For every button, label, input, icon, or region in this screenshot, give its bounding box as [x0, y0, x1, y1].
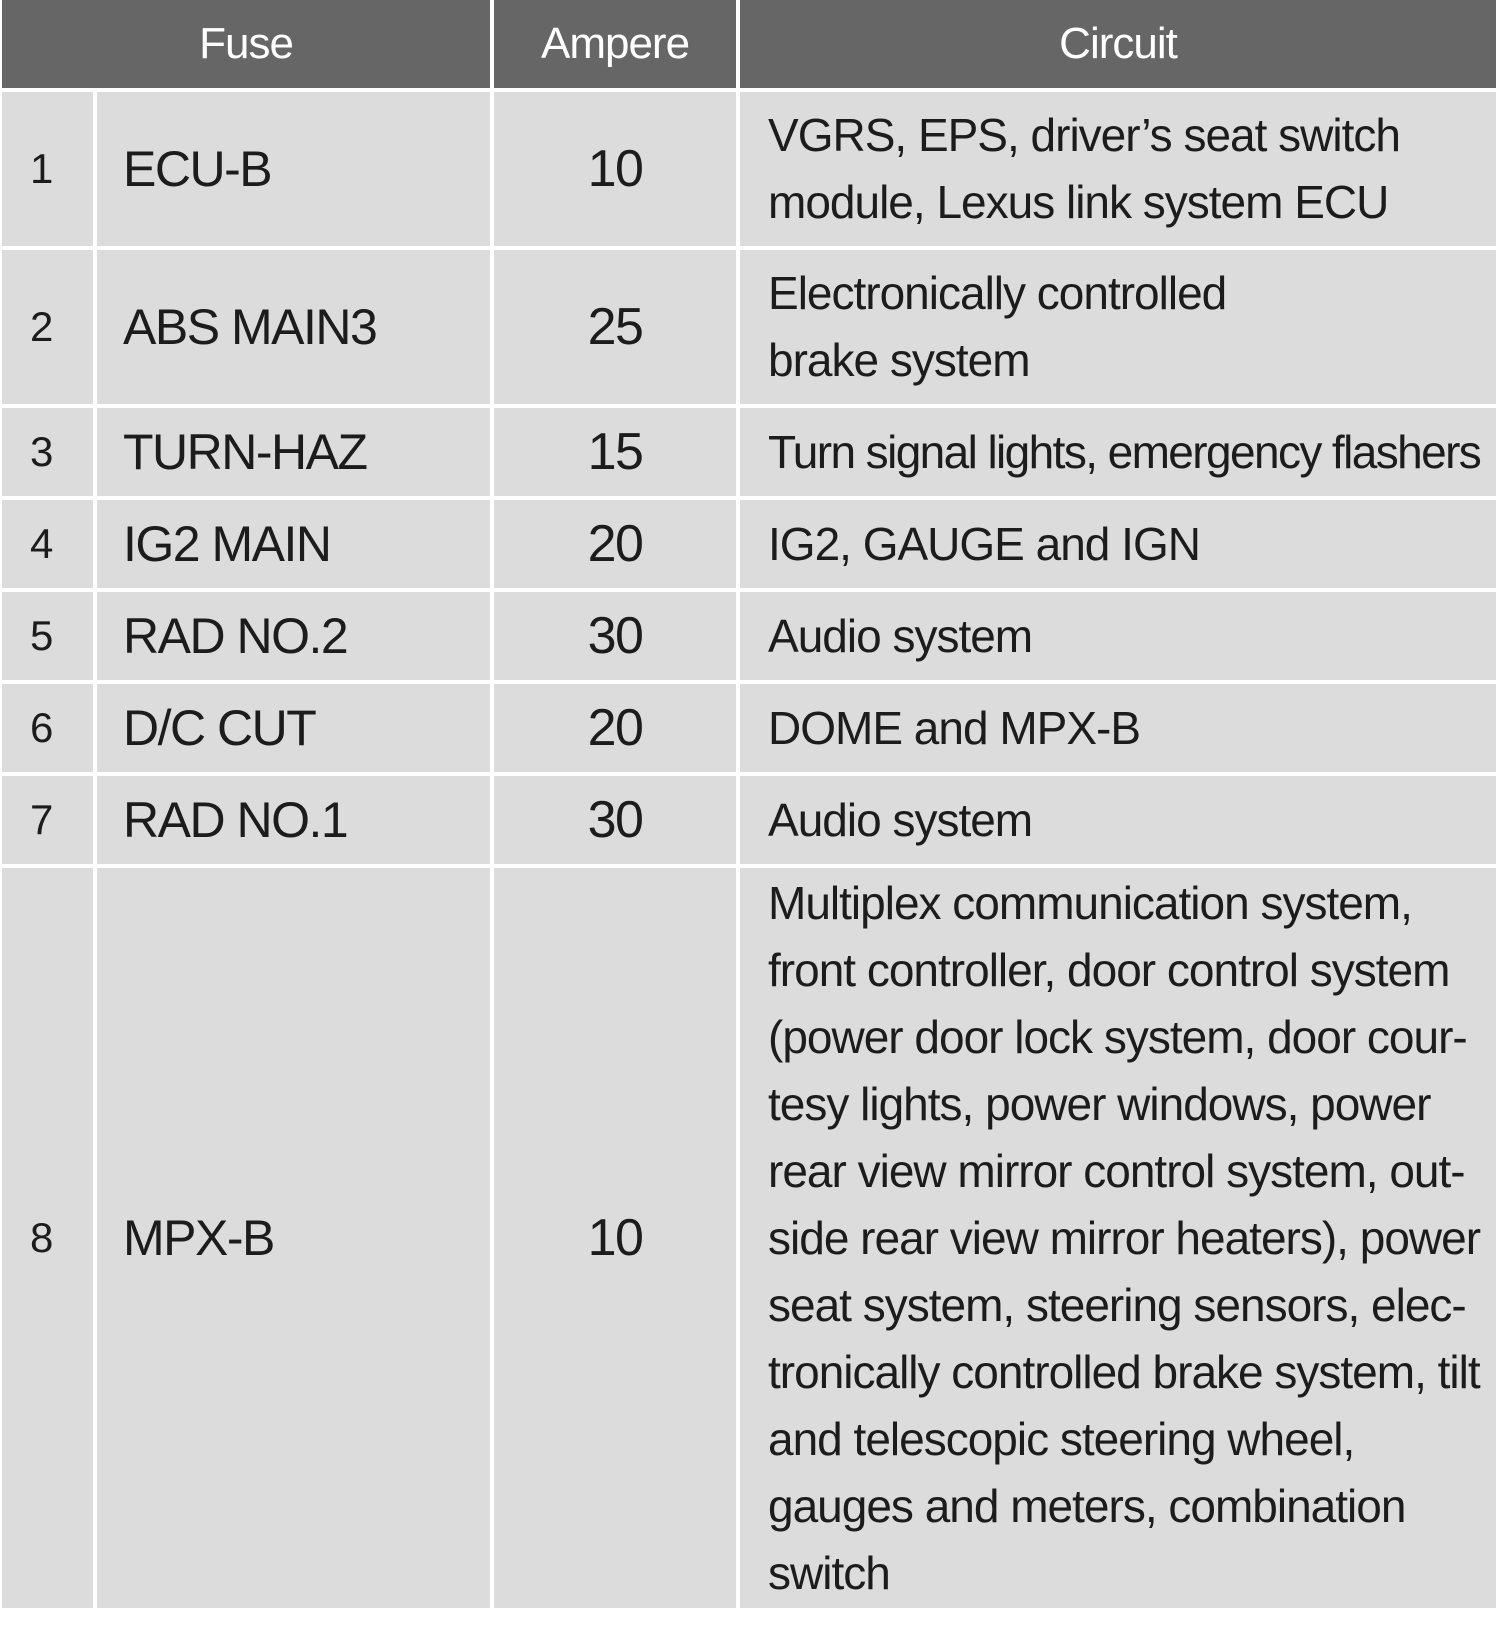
- fuse-ampere: 10: [492, 866, 738, 1610]
- circuit-line: IG2, GAUGE and IGN: [768, 517, 1200, 570]
- header-fuse: Fuse: [2, 0, 492, 90]
- fuse-ampere: 20: [492, 498, 738, 590]
- fuse-number: 4: [2, 498, 95, 590]
- table-row: [2, 682, 1496, 774]
- fuse-ampere: 15: [492, 406, 738, 498]
- fuse-number: 2: [2, 248, 95, 406]
- fuse-name: ECU-B: [95, 90, 492, 248]
- fuse-circuit: [738, 90, 1496, 248]
- fuse-name: RAD NO.1: [95, 774, 492, 866]
- table-row: [2, 590, 1496, 682]
- circuit-line: side rear view mirror heaters), power: [768, 1211, 1481, 1264]
- circuit-line: and telescopic steering wheel,: [768, 1412, 1355, 1465]
- header-circuit: Circuit: [738, 0, 1496, 90]
- fuse-table: [2, 0, 1496, 1612]
- fuse-ampere: 30: [492, 774, 738, 866]
- fuse-name: IG2 MAIN: [95, 498, 492, 590]
- fuse-ampere: 10: [492, 90, 738, 248]
- circuit-line: seat system, steering sensors, elec-: [768, 1278, 1466, 1331]
- circuit-line: Turn signal lights, emergency flashers: [768, 425, 1481, 478]
- table-row: [2, 774, 1496, 866]
- circuit-line: rear view mirror control system, out-: [768, 1144, 1465, 1197]
- fuse-ampere: 25: [492, 248, 738, 406]
- fuse-name: ABS MAIN3: [95, 248, 492, 406]
- table-row: [2, 248, 1496, 406]
- circuit-line: Electronically controlled: [768, 267, 1227, 319]
- fuse-name: TURN-HAZ: [95, 406, 492, 498]
- fuse-number: 7: [2, 774, 95, 866]
- fuse-circuit: [738, 498, 1496, 590]
- fuse-number: 5: [2, 590, 95, 682]
- circuit-line: gauges and meters, combination: [768, 1479, 1406, 1532]
- table-row: [2, 90, 1496, 248]
- fuse-number: 3: [2, 406, 95, 498]
- fuse-number: 6: [2, 682, 95, 774]
- circuit-line: Audio system: [768, 609, 1033, 662]
- fuse-circuit: [738, 682, 1496, 774]
- circuit-line: module, Lexus link system ECU: [768, 176, 1389, 228]
- table-row: [2, 498, 1496, 590]
- circuit-line: VGRS, EPS, driver’s seat switch: [768, 109, 1400, 161]
- fuse-circuit: [738, 774, 1496, 866]
- fuse-circuit: [738, 406, 1496, 498]
- fuse-name: RAD NO.2: [95, 590, 492, 682]
- header-row: [2, 0, 1496, 90]
- table-row: [2, 866, 1496, 1610]
- circuit-line: DOME and MPX-B: [768, 701, 1141, 754]
- fuse-name: D/C CUT: [95, 682, 492, 774]
- fuse-number: 8: [2, 866, 95, 1610]
- fuse-circuit: [738, 248, 1496, 406]
- fuse-ampere: 20: [492, 682, 738, 774]
- table-row: [2, 406, 1496, 498]
- circuit-line: brake system: [768, 334, 1030, 386]
- circuit-line: tesy lights, power windows, power: [768, 1077, 1431, 1130]
- circuit-line: Multiplex communication system,: [768, 876, 1412, 929]
- circuit-line: (power door lock system, door cour-: [768, 1010, 1467, 1063]
- circuit-line: front controller, door control system: [768, 943, 1450, 996]
- fuse-circuit: [738, 866, 1496, 1610]
- circuit-line: switch: [768, 1546, 890, 1599]
- circuit-line: Audio system: [768, 793, 1033, 846]
- fuse-ampere: 30: [492, 590, 738, 682]
- fuse-name: MPX-B: [95, 866, 492, 1610]
- fuse-circuit: [738, 590, 1496, 682]
- circuit-line: tronically controlled brake system, tilt: [768, 1345, 1480, 1398]
- header-ampere: Ampere: [492, 0, 738, 90]
- fuse-number: 1: [2, 90, 95, 248]
